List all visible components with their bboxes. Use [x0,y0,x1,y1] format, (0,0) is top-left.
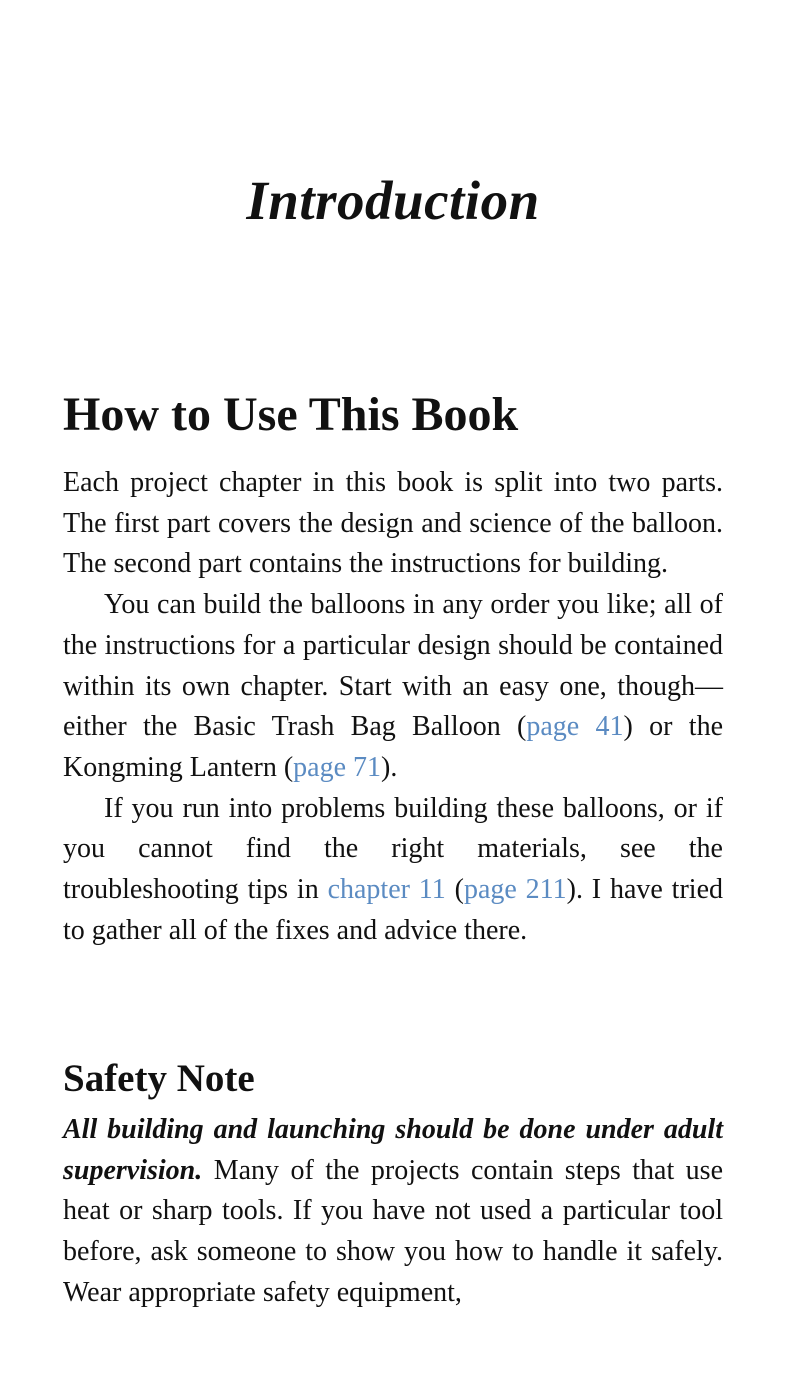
paragraph-1: Each project chapter in this book is split into two parts. The first part covers the design and science of the balloon. The second part contains the instructions for building. [63,467,723,580]
paragraph-3-text-a: If you run into problems building these balloons, or if you cannot find the right materials, see the troubleshooting tips in [63,792,723,906]
chapter-title: Introduction [246,170,540,231]
paragraph-2-text-b: ) or the Kongming Lantern ( [63,711,724,783]
link-chapter-11[interactable]: chapter 11 [327,874,446,906]
how-to-use-body [63,463,723,951]
paragraph-3 [63,789,723,952]
safety-text: Many of the projects contain steps that use heat or sharp tools. If you have not used a particular tool before, ask someone to show you how to handle it safely. Wear appropriate safety equipment, [63,1154,723,1308]
link-page-211[interactable]: page 211 [463,874,567,906]
safety-note-body [63,1110,723,1314]
paragraph-2-text-c: ). [381,751,398,783]
link-page-71[interactable]: page 71 [293,751,382,783]
safety-lead: All building and launching should be done under adult supervision. [63,1114,723,1186]
section-heading-how-to-use: How to Use This Book [63,388,519,441]
paragraph-2-text-a: You can build the balloons in any order you like; all of the instructions for a particular design should be contained within its own chapter. Start with an easy one, though—either the Basic Trash Bag Balloon ( [63,589,723,743]
paragraph-3-text-c: ). I have tried to gather all of the fixes and advice there. [63,874,723,946]
section-heading-safety-note: Safety Note [63,1057,255,1100]
link-page-41[interactable]: page 41 [526,711,624,743]
safety-paragraph [63,1110,723,1314]
paragraph-3-text-b: ( [445,874,464,906]
paragraph-2 [63,585,723,789]
